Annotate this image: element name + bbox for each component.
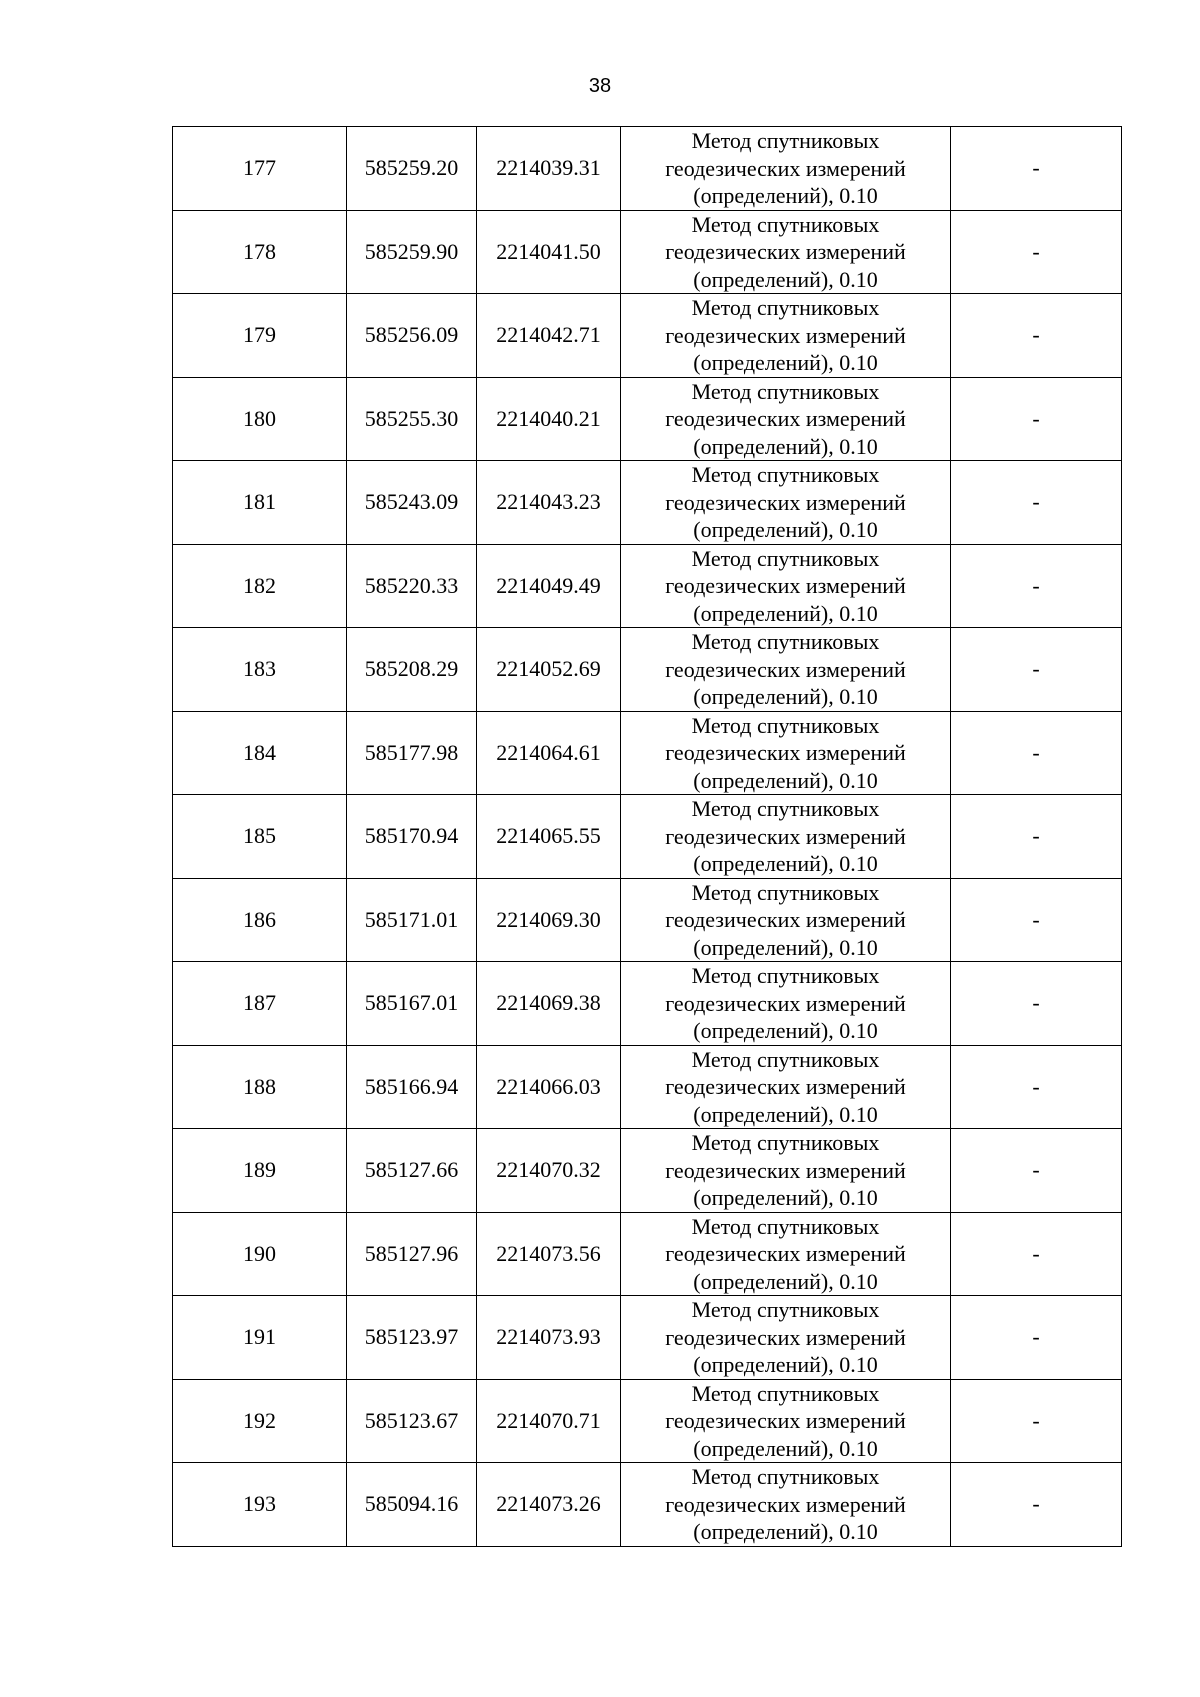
table-row (173, 544, 1122, 628)
y-coordinate-cell: 2214073.93 (477, 1296, 621, 1380)
method-cell (621, 795, 951, 879)
method-line-1: Метод спутниковых (691, 1046, 880, 1072)
x-coordinate-cell: 585177.98 (347, 711, 477, 795)
method-line-1: Метод спутниковых (691, 545, 880, 571)
x-coordinate-cell: 585243.09 (347, 461, 477, 545)
method-line-2: геодезических измерений (665, 573, 906, 598)
method-cell (621, 210, 951, 294)
table-row (173, 878, 1122, 962)
method-cell (621, 377, 951, 461)
table-row (173, 962, 1122, 1046)
method-line-2: геодезических измерений (665, 740, 906, 765)
x-coordinate-cell: 585170.94 (347, 795, 477, 879)
y-coordinate-cell: 2214065.55 (477, 795, 621, 879)
method-cell (621, 962, 951, 1046)
method-line-1: Метод спутниковых (691, 629, 880, 654)
method-line-3: (определений), 0.10 (693, 433, 878, 459)
point-number-cell: 190 (173, 1212, 347, 1296)
method-line-3: (определений), 0.10 (693, 1435, 878, 1461)
method-cell (621, 294, 951, 378)
method-line-1: Метод спутниковых (691, 712, 880, 738)
method-line-2: геодезических измерений (665, 1074, 906, 1099)
y-coordinate-cell: 2214052.69 (477, 628, 621, 712)
table-row (173, 1212, 1122, 1296)
y-coordinate-cell: 2214073.26 (477, 1463, 621, 1547)
table-row (173, 795, 1122, 879)
x-coordinate-cell: 585166.94 (347, 1045, 477, 1129)
method-line-2: геодезических измерений (665, 823, 906, 849)
method-line-2: геодезических измерений (665, 322, 906, 348)
method-cell (621, 1045, 951, 1129)
x-coordinate-cell: 585259.20 (347, 127, 477, 211)
table-row (173, 377, 1122, 461)
table-row (173, 1296, 1122, 1380)
y-coordinate-cell: 2214043.23 (477, 461, 621, 545)
method-line-1: Метод спутниковых (691, 211, 880, 237)
table-row (173, 461, 1122, 545)
method-line-3: (определений), 0.10 (693, 183, 878, 208)
point-number-cell: 179 (173, 294, 347, 378)
method-cell (621, 1463, 951, 1547)
method-line-1: Метод спутниковых (691, 378, 880, 404)
method-cell (621, 878, 951, 962)
method-line-1: Метод спутниковых (691, 1213, 880, 1239)
note-cell: - (951, 878, 1122, 962)
point-number-cell: 189 (173, 1129, 347, 1213)
point-number-cell: 191 (173, 1296, 347, 1380)
method-line-2: геодезических измерений (665, 907, 906, 932)
y-coordinate-cell: 2214039.31 (477, 127, 621, 211)
y-coordinate-cell: 2214049.49 (477, 544, 621, 628)
method-line-3: (определений), 0.10 (693, 350, 878, 375)
table-row (173, 1129, 1122, 1213)
method-cell (621, 1212, 951, 1296)
method-line-1: Метод спутниковых (691, 128, 880, 153)
note-cell: - (951, 1129, 1122, 1213)
method-line-3: (определений), 0.10 (693, 1519, 878, 1544)
x-coordinate-cell: 585220.33 (347, 544, 477, 628)
note-cell: - (951, 461, 1122, 545)
table-row (173, 711, 1122, 795)
method-line-1: Метод спутниковых (691, 1464, 880, 1489)
method-line-1: Метод спутниковых (691, 963, 880, 988)
note-cell: - (951, 795, 1122, 879)
point-number-cell: 182 (173, 544, 347, 628)
method-line-3: (определений), 0.10 (693, 1101, 878, 1127)
point-number-cell: 178 (173, 210, 347, 294)
x-coordinate-cell: 585171.01 (347, 878, 477, 962)
page-number: 38 (588, 75, 612, 97)
method-line-2: геодезических измерений (665, 990, 906, 1016)
y-coordinate-cell: 2214040.21 (477, 377, 621, 461)
x-coordinate-cell: 585127.66 (347, 1129, 477, 1213)
method-cell (621, 1129, 951, 1213)
method-line-3: (определений), 0.10 (693, 1352, 878, 1377)
table-row (173, 210, 1122, 294)
method-line-1: Метод спутниковых (691, 295, 880, 320)
method-line-2: геодезических измерений (665, 1408, 906, 1433)
x-coordinate-cell: 585094.16 (347, 1463, 477, 1547)
method-line-3: (определений), 0.10 (693, 600, 878, 626)
method-cell (621, 711, 951, 795)
method-line-3: (определений), 0.10 (693, 934, 878, 960)
method-line-2: геодезических измерений (665, 1491, 906, 1517)
x-coordinate-cell: 585256.09 (347, 294, 477, 378)
note-cell: - (951, 127, 1122, 211)
point-number-cell: 192 (173, 1379, 347, 1463)
table-row (173, 628, 1122, 712)
method-line-2: геодезических измерений (665, 489, 906, 515)
method-line-1: Метод спутниковых (691, 462, 880, 487)
x-coordinate-cell: 585259.90 (347, 210, 477, 294)
point-number-cell: 193 (173, 1463, 347, 1547)
point-number-cell: 177 (173, 127, 347, 211)
method-line-1: Метод спутниковых (691, 879, 880, 905)
point-number-cell: 180 (173, 377, 347, 461)
method-line-3: (определений), 0.10 (693, 767, 878, 793)
table-row (173, 294, 1122, 378)
method-line-2: геодезических измерений (665, 1324, 906, 1350)
note-cell: - (951, 962, 1122, 1046)
note-cell: - (951, 544, 1122, 628)
x-coordinate-cell: 585255.30 (347, 377, 477, 461)
table-row (173, 1045, 1122, 1129)
x-coordinate-cell: 585208.29 (347, 628, 477, 712)
y-coordinate-cell: 2214070.71 (477, 1379, 621, 1463)
point-number-cell: 184 (173, 711, 347, 795)
method-line-1: Метод спутниковых (691, 1297, 880, 1322)
note-cell: - (951, 1296, 1122, 1380)
method-line-2: геодезических измерений (665, 406, 906, 431)
point-number-cell: 188 (173, 1045, 347, 1129)
method-line-1: Метод спутниковых (691, 1130, 880, 1155)
method-cell (621, 544, 951, 628)
table-body (173, 127, 1122, 1547)
method-line-2: геодезических измерений (665, 656, 906, 682)
note-cell: - (951, 711, 1122, 795)
method-line-3: (определений), 0.10 (693, 1268, 878, 1294)
point-number-cell: 183 (173, 628, 347, 712)
x-coordinate-cell: 585167.01 (347, 962, 477, 1046)
method-line-1: Метод спутниковых (691, 796, 880, 821)
table-row (173, 127, 1122, 211)
method-line-3: (определений), 0.10 (693, 1185, 878, 1210)
table-row (173, 1463, 1122, 1547)
method-line-1: Метод спутниковых (691, 1380, 880, 1406)
method-line-2: геодезических измерений (665, 1157, 906, 1183)
x-coordinate-cell: 585123.67 (347, 1379, 477, 1463)
y-coordinate-cell: 2214069.30 (477, 878, 621, 962)
method-line-3: (определений), 0.10 (693, 851, 878, 876)
y-coordinate-cell: 2214070.32 (477, 1129, 621, 1213)
method-cell (621, 1296, 951, 1380)
method-line-3: (определений), 0.10 (693, 266, 878, 292)
y-coordinate-cell: 2214073.56 (477, 1212, 621, 1296)
method-line-2: геодезических измерений (665, 239, 906, 264)
note-cell: - (951, 628, 1122, 712)
x-coordinate-cell: 585123.97 (347, 1296, 477, 1380)
y-coordinate-cell: 2214042.71 (477, 294, 621, 378)
note-cell: - (951, 1379, 1122, 1463)
point-number-cell: 181 (173, 461, 347, 545)
x-coordinate-cell: 585127.96 (347, 1212, 477, 1296)
method-line-2: геодезических измерений (665, 155, 906, 181)
method-cell (621, 1379, 951, 1463)
point-number-cell: 185 (173, 795, 347, 879)
y-coordinate-cell: 2214069.38 (477, 962, 621, 1046)
note-cell: - (951, 1045, 1122, 1129)
coordinates-table (172, 126, 1122, 1547)
y-coordinate-cell: 2214064.61 (477, 711, 621, 795)
method-line-3: (определений), 0.10 (693, 684, 878, 709)
note-cell: - (951, 294, 1122, 378)
y-coordinate-cell: 2214041.50 (477, 210, 621, 294)
method-line-2: геодезических измерений (665, 1241, 906, 1266)
method-cell (621, 628, 951, 712)
method-line-3: (определений), 0.10 (693, 1018, 878, 1043)
note-cell: - (951, 1463, 1122, 1547)
point-number-cell: 186 (173, 878, 347, 962)
method-cell (621, 127, 951, 211)
note-cell: - (951, 1212, 1122, 1296)
method-line-3: (определений), 0.10 (693, 517, 878, 542)
point-number-cell: 187 (173, 962, 347, 1046)
table-row (173, 1379, 1122, 1463)
note-cell: - (951, 210, 1122, 294)
method-cell (621, 461, 951, 545)
y-coordinate-cell: 2214066.03 (477, 1045, 621, 1129)
note-cell: - (951, 377, 1122, 461)
